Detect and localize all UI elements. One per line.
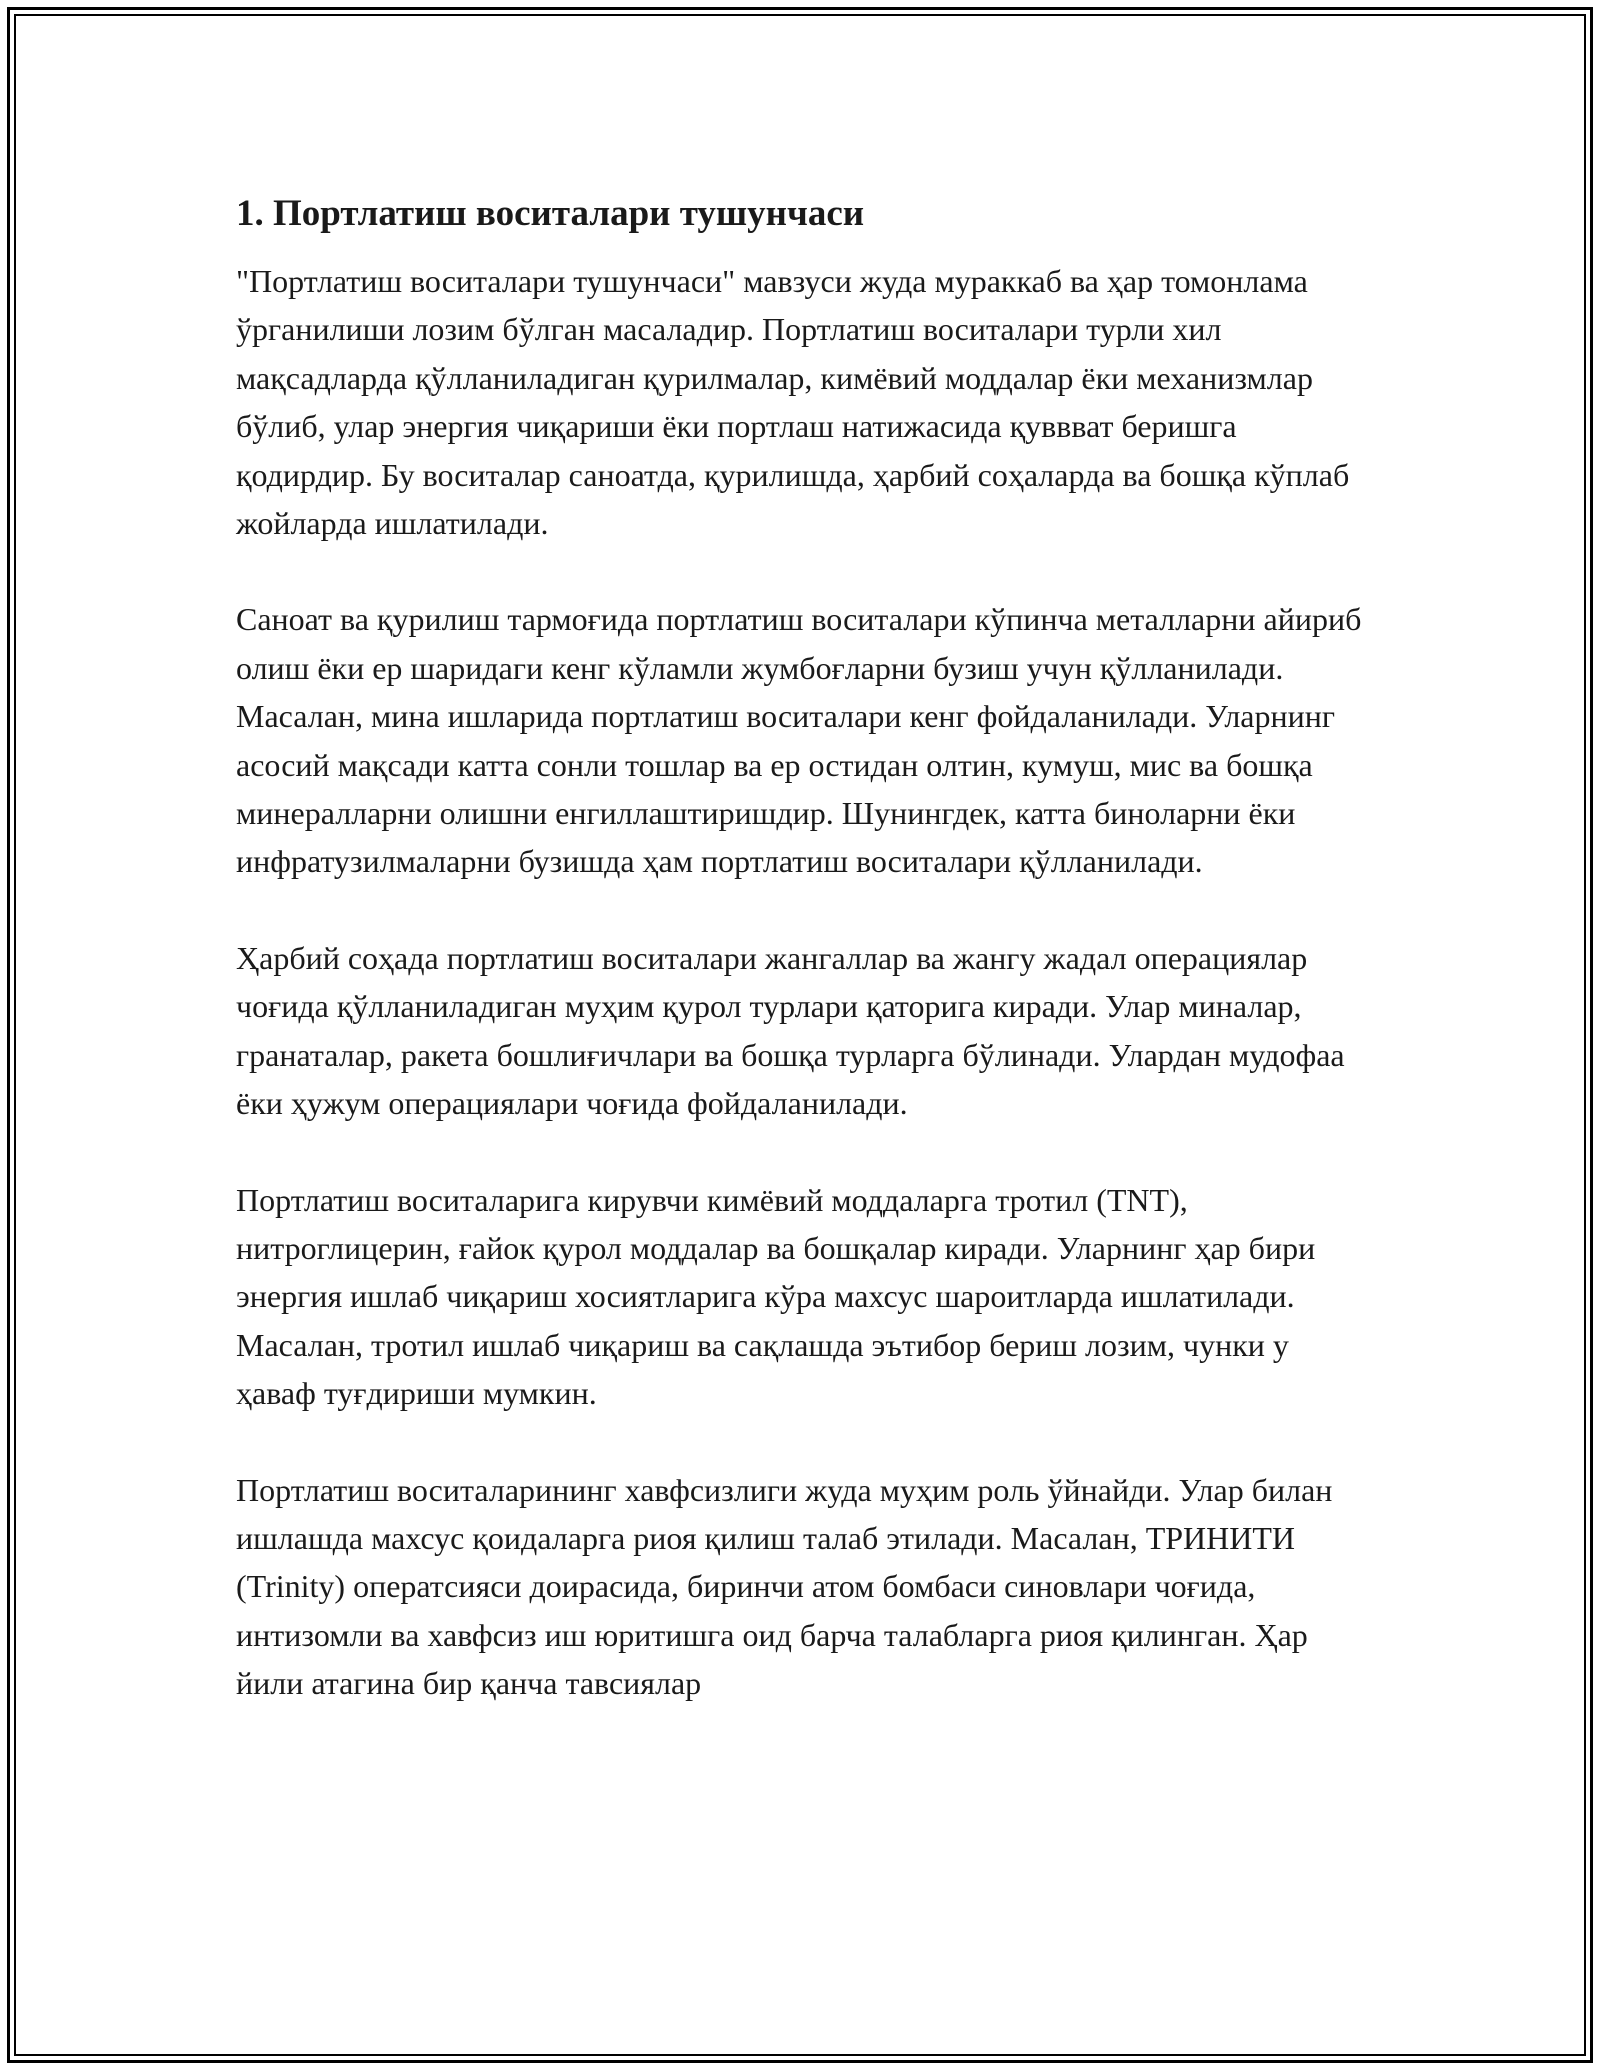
paragraph-definition: "Портлатиш воситалари тушунчаси" мавзуси жуда мураккаб ва ҳар томонлама ўрганилиши лозим бўлган масаладир. Портлатиш воситалари турли хил мақсадларда қўлланиладиган қурилмалар, кимёвий моддалар ёки механизмлар бўлиб, улар энергия чиқариши ёки портлаш натижасида қуввват беришга қодирдир. Бу воситалар саноатда, қурилишда, ҳарбий соҳаларда ва бошқа кўплаб жойларда ишлатилади. [236,263,1350,542]
document-heading: 1. Портлатиш воситалари тушунчаси [236,193,865,234]
paragraph-industry: Саноат ва қурилиш тармоғида портлатиш воситалари кўпинча металларни айириб олиш ёки ер шаридаги кенг кўламли жумбоғларни бузиш учун қўлланилади. Масалан, мина ишларида портлатиш воситалари кенг фойдаланилади. Уларнинг асосий мақсади катта сонли тошлар ва ер остидан олтин, кумуш, мис ва бошқа минералларни олишни енгиллаштиришдир. Шунингдек, катта биноларни ёки инфратузилмаларни бузишда ҳам портлатиш воситалари қўлланилади. [236,601,1362,880]
document-body [236,188,1366,1756]
paragraph-chemicals: Портлатиш воситаларига кирувчи кимёвий моддаларга тротил (TNT), нитроглицерин, ғайок қурол моддалар ва бошқалар киради. Уларнинг ҳар бири энергия ишлаб чиқариш хосиятларига кўра махсус шароитларда ишлатилади. Масалан, тротил ишлаб чиқариш ва сақлашда эътибор бериш лозим, чунки у ҳаваф туғдириши мумкин. [236,1181,1316,1412]
paragraph-safety: Портлатиш воситаларининг хавфсизлиги жуда муҳим роль ўйнайди. Улар билан ишлашда махсус қоидаларга риоя қилиш талаб этилади. Масалан, ТРИНИТИ (Trinity) оператсияси доирасида, биринчи атом бомбаси синовлари чоғида, интизомли ва хавфсиз иш юритишга оид барча талабларга риоя қилинган. Ҳар йили атагина бир қанча тавсиялар [236,1471,1333,1702]
paragraph-military: Ҳарбий соҳада портлатиш воситалари жангаллар ва жангу жадал операциялар чоғида қўлланиладиган муҳим қурол турлари қаторига киради. Улар миналар, гранаталар, ракета бошлиғичлари ва бошқа турларга бўлинади. Улардан мудофаа ёки ҳужум операциялари чоғида фойдаланилади. [236,939,1345,1122]
